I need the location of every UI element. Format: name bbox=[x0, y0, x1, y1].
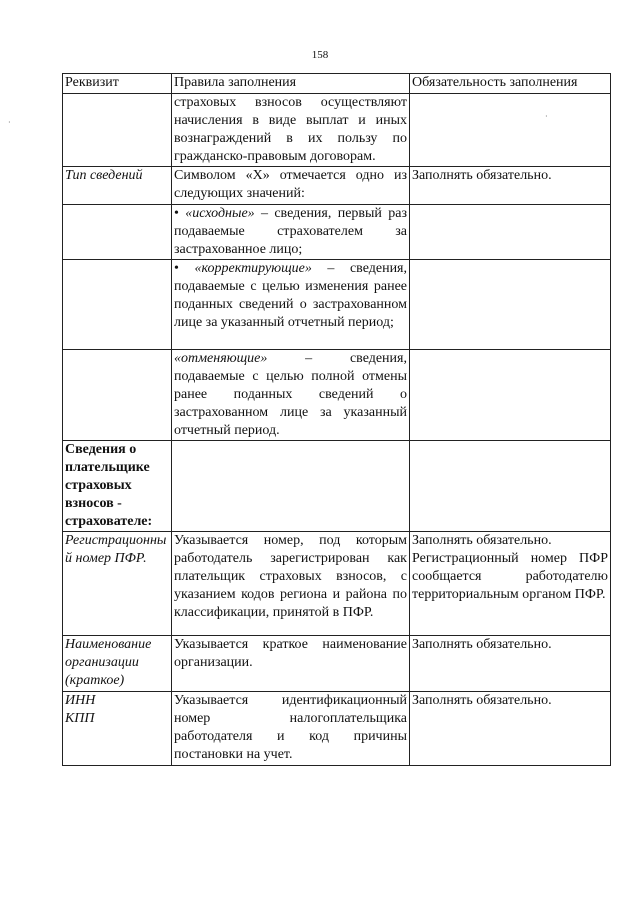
obligation-cell bbox=[410, 94, 611, 167]
rule-cell: Символом «Х» отмечается одно из следующих значений: bbox=[172, 167, 410, 205]
rule-cell bbox=[172, 205, 410, 260]
rule-cell bbox=[172, 260, 410, 350]
rule-term: «отменяющие» bbox=[174, 351, 268, 366]
requisite-cell: Сведения о плательщике страховых взносов - страхователе: bbox=[63, 441, 172, 532]
bullet-item bbox=[174, 261, 407, 330]
obligation-note: Регистрационный номер ПФР сообщается работодателю территориальным органом ПФР. bbox=[412, 551, 608, 602]
requisite-kpp: КПП bbox=[65, 711, 95, 726]
requisite-cell bbox=[63, 350, 172, 441]
requisite-cell: Регистрационный номер ПФР. bbox=[63, 532, 172, 636]
rule-cell bbox=[172, 350, 410, 441]
rule-text: – сведения, подаваемые с целью полной отмены ранее поданных сведений о застрахованном лице за указанный отчетный период. bbox=[174, 351, 407, 438]
obligation-cell bbox=[410, 441, 611, 532]
obligation-cell bbox=[410, 205, 611, 260]
header-requisite: Реквизит bbox=[63, 74, 172, 94]
page-number: 158 bbox=[311, 49, 329, 61]
requisites-table bbox=[62, 73, 611, 766]
requisite-cell bbox=[63, 205, 172, 260]
obligation-cell bbox=[410, 350, 611, 441]
table-row bbox=[63, 636, 611, 692]
rule-term: «исходные» bbox=[185, 206, 255, 221]
header-obligation: Обязательность заполнения bbox=[410, 74, 611, 94]
rule-cell bbox=[172, 441, 410, 532]
table-row bbox=[63, 167, 611, 205]
rule-cell: Указывается номер, под которым работодатель зарегистрирован как плательщик страховых взносов, с указанием кодов региона и района по классификации, принятой в ПФР. bbox=[172, 532, 410, 636]
requisite-cell bbox=[63, 260, 172, 350]
rule-term: «корректирующие» bbox=[194, 261, 312, 276]
requisite-inn: ИНН bbox=[65, 693, 96, 708]
table-header-row bbox=[63, 74, 611, 94]
table-row bbox=[63, 94, 611, 167]
requisite-cell: Наименование организации (краткое) bbox=[63, 636, 172, 692]
table-row bbox=[63, 441, 611, 532]
requisite-cell bbox=[63, 692, 172, 766]
rule-cell: Указывается краткое наименование организации. bbox=[172, 636, 410, 692]
obligation-cell bbox=[410, 532, 611, 636]
obligation-text: Заполнять обязательно. bbox=[412, 533, 552, 548]
obligation-cell: Заполнять обязательно. bbox=[410, 167, 611, 205]
scan-artifact: · bbox=[545, 112, 548, 121]
scan-artifact: · bbox=[8, 118, 11, 127]
obligation-cell bbox=[410, 260, 611, 350]
rule-text: – сведения, первый раз подаваемые страхователем за застрахованное лицо; bbox=[174, 206, 407, 257]
obligation-cell: Заполнять обязательно. bbox=[410, 692, 611, 766]
rule-cell: страховых взносов осуществляют начисления в виде выплат и иных вознаграждений в их пользу по гражданско-правовым договорам. bbox=[172, 94, 410, 167]
table-row bbox=[63, 205, 611, 260]
header-rules: Правила заполнения bbox=[172, 74, 410, 94]
table-row bbox=[63, 692, 611, 766]
obligation-cell: Заполнять обязательно. bbox=[410, 636, 611, 692]
requisite-cell: Тип сведений bbox=[63, 167, 172, 205]
table-row bbox=[63, 260, 611, 350]
rule-cell: Указывается идентификационный номер налогоплательщика работодателя и код причины постановки на учет. bbox=[172, 692, 410, 766]
rule-text: – сведения, подаваемые с целью изменения ранее поданных сведений о застрахованном лице за указанный отчетный период; bbox=[174, 261, 407, 330]
bullet-item bbox=[174, 206, 407, 257]
table-row bbox=[63, 532, 611, 636]
requisite-cell bbox=[63, 94, 172, 167]
table-row bbox=[63, 350, 611, 441]
